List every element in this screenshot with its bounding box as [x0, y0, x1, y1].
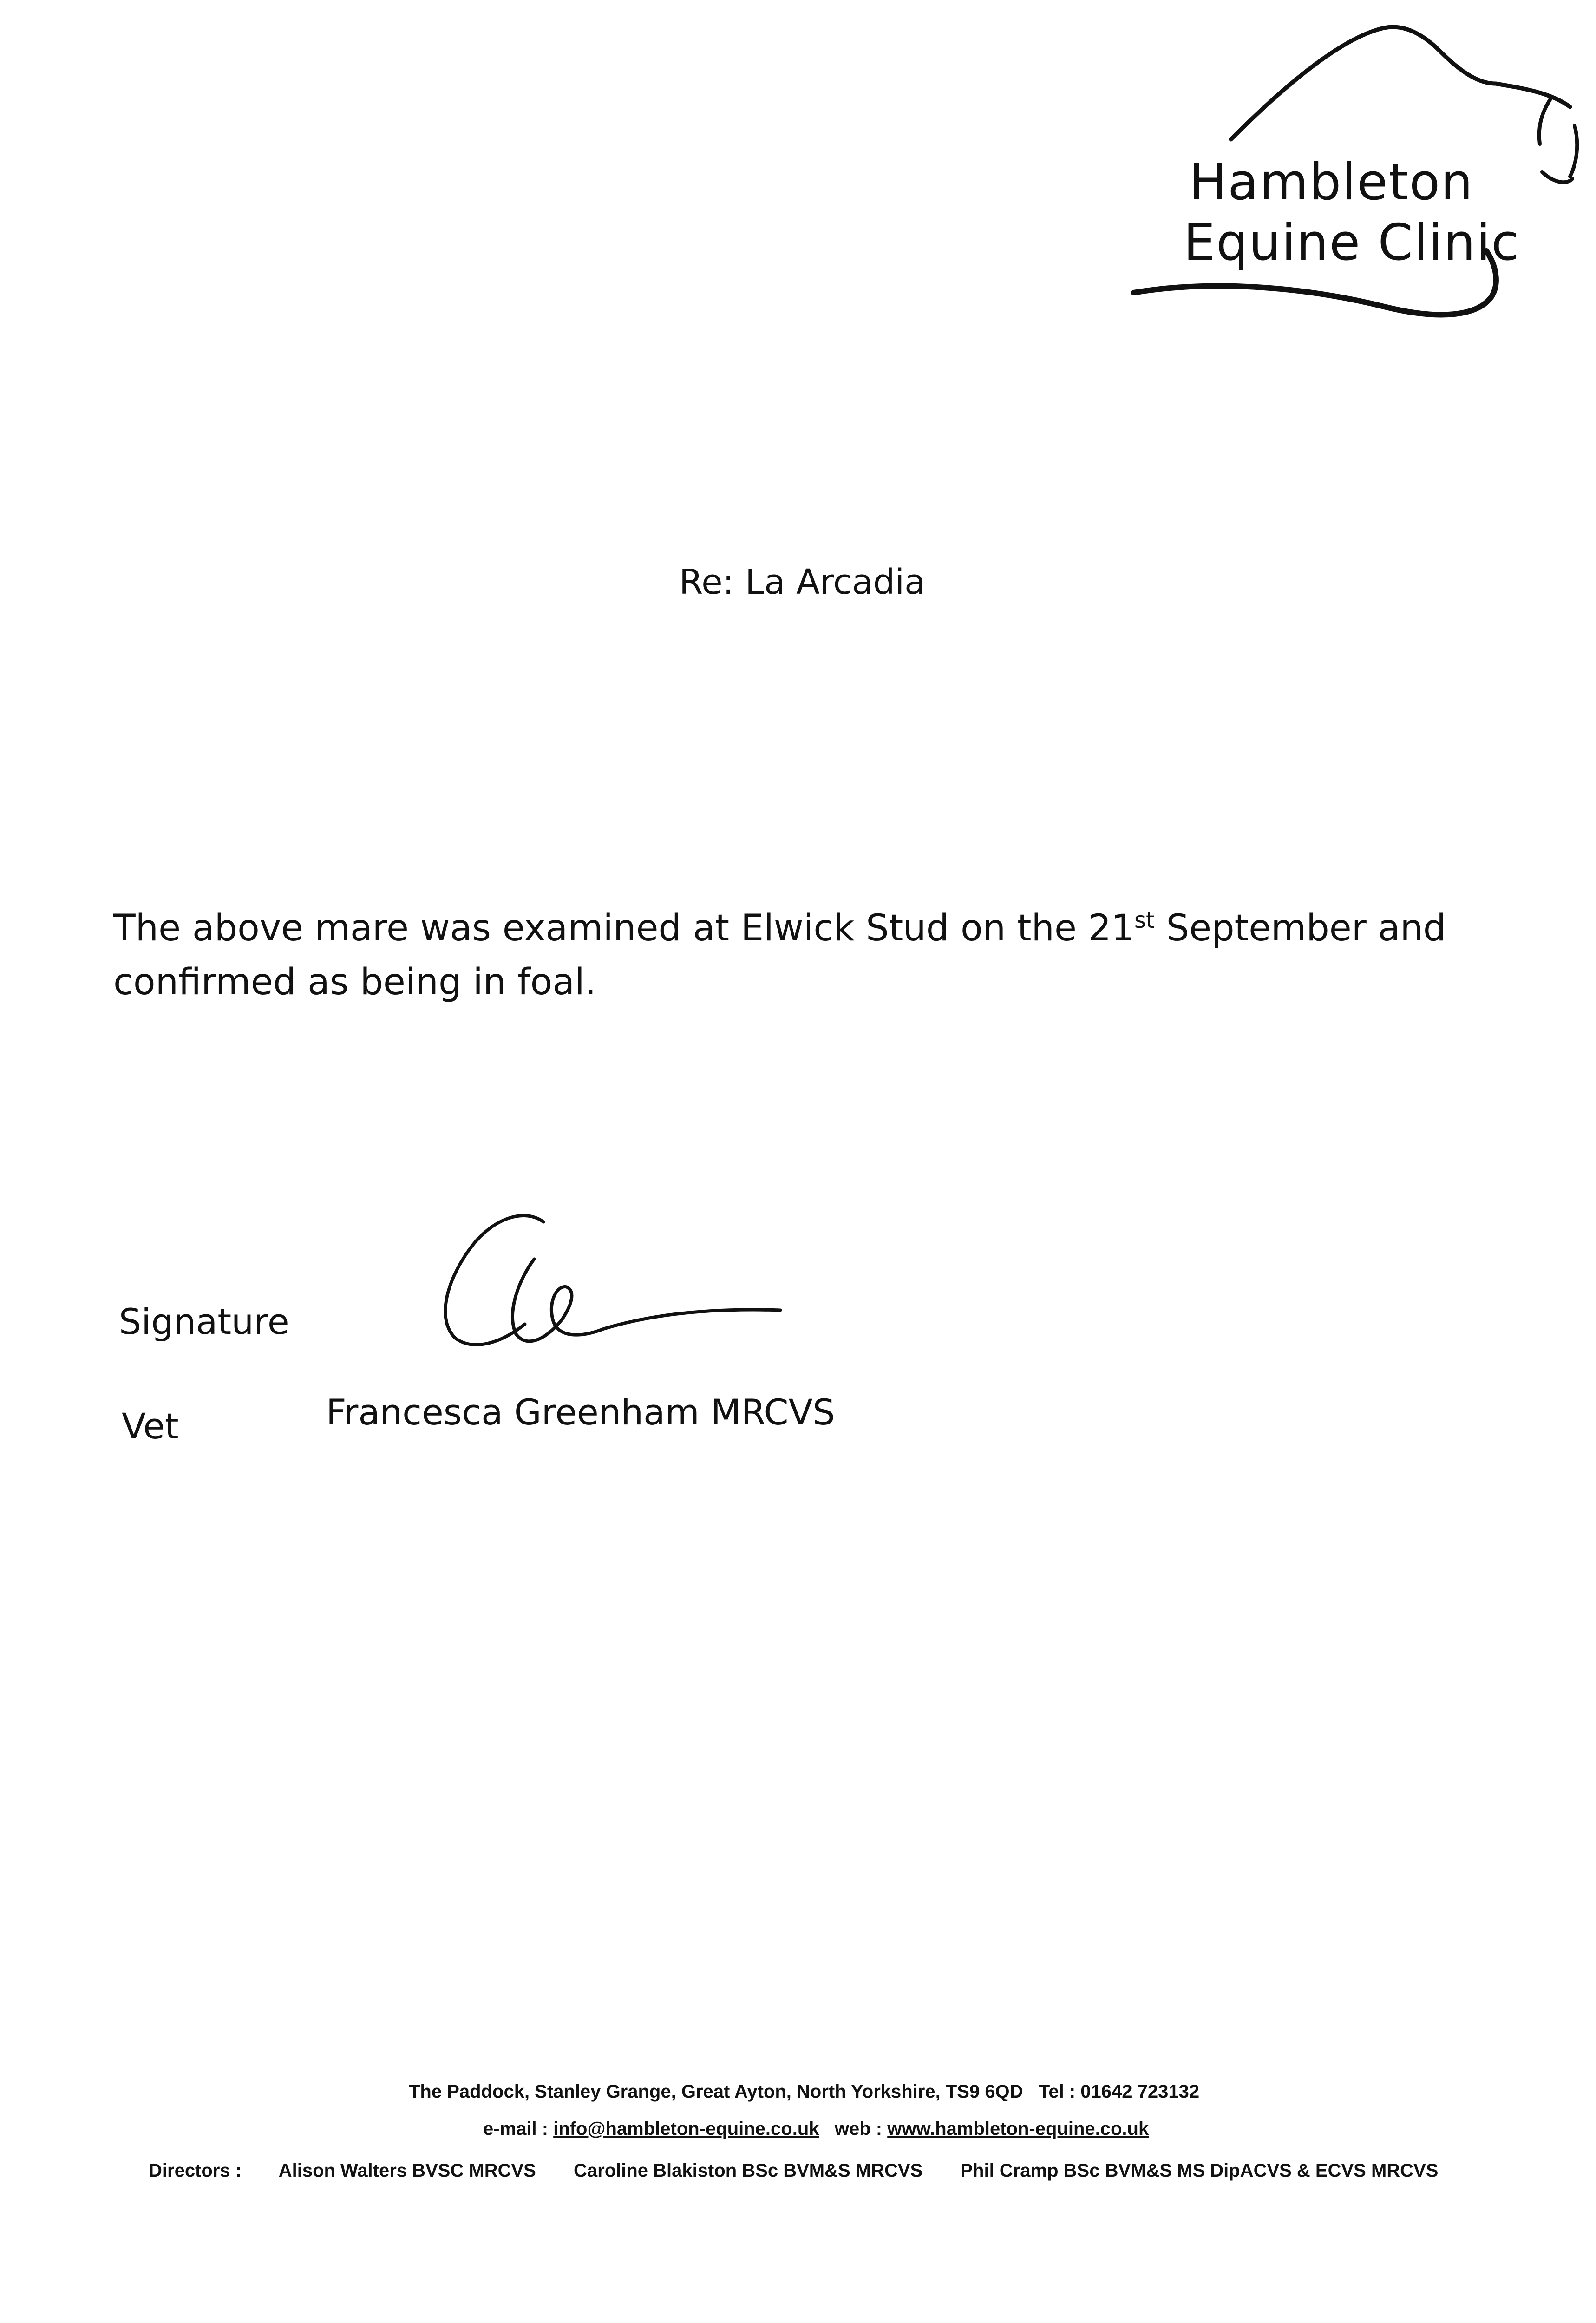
- footer-address: The Paddock, Stanley Grange, Great Ayton, North Yorkshire, TS9 6QD: [409, 2081, 1023, 2102]
- letter-body-part2: September and confirmed as being in foal.: [113, 907, 1446, 1003]
- logo-text-hambleton: Hambleton: [1189, 153, 1474, 211]
- vet-name: Francesca Greenham MRCVS: [326, 1391, 835, 1433]
- footer-web-link[interactable]: www.hambleton-equine.co.uk: [887, 2119, 1149, 2139]
- handwritten-signature: [427, 1208, 790, 1361]
- footer-director: Caroline Blakiston BSc BVM&S MRCVS: [574, 2160, 923, 2181]
- footer-contact-line: [483, 2119, 1149, 2139]
- footer-web-label: web :: [834, 2119, 883, 2139]
- footer-tel: 01642 723132: [1080, 2081, 1200, 2102]
- clinic-logo: [1124, 19, 1589, 335]
- footer-email-label: e-mail :: [483, 2119, 549, 2139]
- footer-tel-label: Tel :: [1038, 2081, 1076, 2102]
- footer-email-link[interactable]: info@hambleton-equine.co.uk: [553, 2119, 819, 2139]
- footer-director: Phil Cramp BSc BVM&S MS DipACVS & ECVS MRCVS: [960, 2160, 1439, 2181]
- vet-label: Vet: [122, 1405, 179, 1447]
- footer-director: Alison Walters BVSC MRCVS: [278, 2160, 536, 2181]
- letter-body-ordinal-suffix: st: [1134, 907, 1155, 933]
- logo-text-equine-clinic: Equine Clinic: [1184, 214, 1520, 272]
- letter-body-part1: The above mare was examined at Elwick Stud on the 21: [113, 907, 1135, 949]
- letter-body: [113, 901, 1498, 1009]
- footer-directors-label: Directors :: [149, 2160, 242, 2181]
- letter-subject: Re: La Arcadia: [679, 562, 926, 602]
- footer-directors-line: [149, 2160, 1471, 2181]
- footer-address-line: [409, 2081, 1199, 2102]
- signature-label: Signature: [119, 1301, 289, 1342]
